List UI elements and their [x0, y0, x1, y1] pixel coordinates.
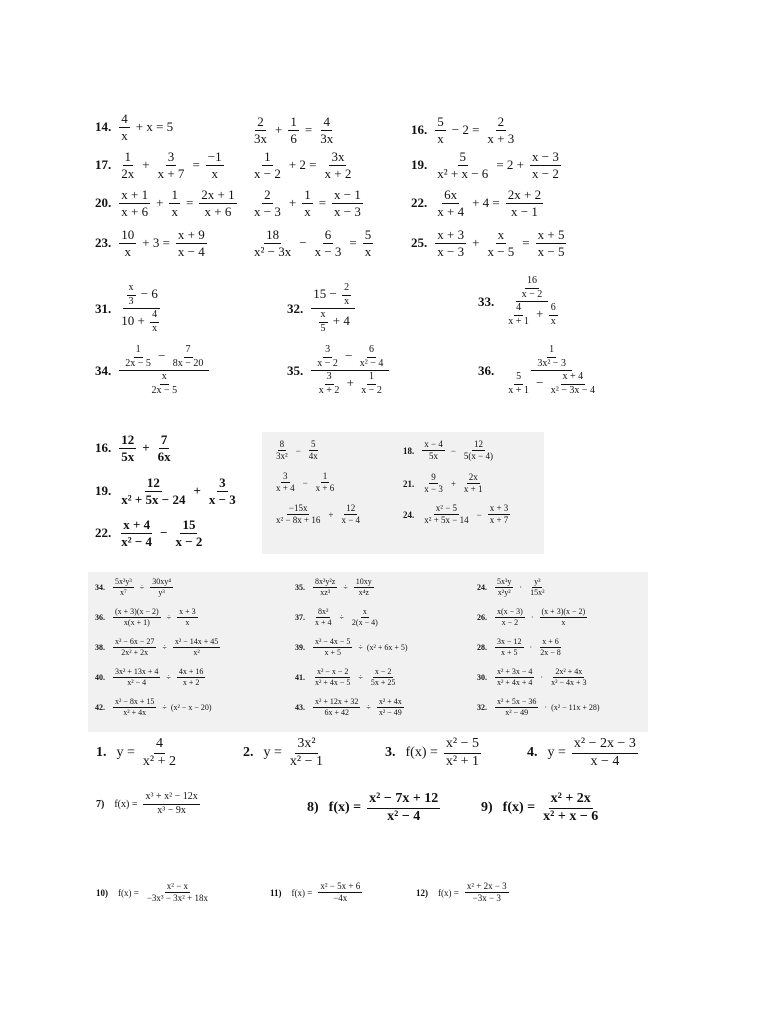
problem-16b: 16. $\frac{12}{5x}$ + $\frac{7}{6x}$ [95, 432, 171, 464]
problem-number: 12) [416, 887, 428, 898]
fraction: $\frac{3x - 12}{x + 5}$ [497, 637, 522, 658]
fraction: $\frac{\text{3x²}}{\text{x² − 1}}$ [289, 736, 323, 769]
problem-24: $\frac{18}{\text{x² − 3x}}$ − $\frac{6}{x - 3}$ = $\frac{5}{x}$ [254, 227, 372, 259]
problem-17b: $\frac{8}{\text{3x²}}$ − $\frac{5}{4x}$ [276, 439, 318, 462]
problem-number: 28. [477, 643, 487, 653]
problem-number: 35. [295, 583, 305, 593]
problem-17: 17. $\frac{1}{2x}$ + $\frac{3}{x + 7}$ = $\frac{-1}{x}$ [95, 149, 222, 181]
problem-number: 3. [385, 745, 396, 761]
function-12: 12) f(x) = $\frac{\text{x² + 2x − 3}}{-3x - 3}$ [416, 881, 507, 904]
problem-23b: $\frac{-15x}{\text{x² − 8x + 16}}$ + $\frac{12}{x - 4}$ [276, 503, 361, 526]
fraction: $\frac{\text{x² + 12x + 32}}{6x + 42}$ [315, 697, 359, 718]
problem-32: 32. $\frac{\text{x² + 5x − 36}}{\text{x² − 49}}$ · (x² − 11x + 28) [477, 697, 600, 718]
function-9: 9) f(x) = $\frac{\text{x² + 2x}}{\text{x² + x − 6}}$ [481, 791, 599, 824]
fraction: $\frac{4}{\text{x² + 2}}$ [142, 736, 176, 769]
fraction: $\frac{\text{x² − x}}{\text{−3x³ − 3x² + 18x}}$ [146, 881, 208, 904]
problem-number: 1. [96, 745, 107, 761]
problem-14: 14. $\frac{4}{x}$ + x = 5 [95, 111, 174, 143]
fraction: $\frac{\text{8x²y²z}}{\text{xz³}}$ [315, 577, 336, 598]
problem-32: 32. 15 − $\frac{2}{x}$ $\frac{x}{5}$ + 4 [287, 283, 357, 334]
function-4: 4. y = $\frac{\text{x² − 2x − 3}}{x - 4}$ [527, 736, 636, 769]
problem-number: 8) [307, 800, 319, 816]
problem-39: 39. $\frac{\text{x² − 4x − 5}}{x + 5}$ ÷ (x² + 6x + 5) [295, 637, 408, 658]
problem-21: $\frac{2}{x - 3}$ + $\frac{1}{x}$ = $\frac{x - 1}{x - 3}$ [254, 187, 361, 219]
fraction: $\frac{4x + 16}{x + 2}$ [178, 667, 204, 688]
problem-number: 39. [295, 643, 305, 653]
function-2: 2. y = $\frac{\text{3x²}}{\text{x² − 1}}$ [243, 736, 323, 769]
problem-34: 34. $\frac{\text{5x²y³}}{\text{x⁷}}$ ÷ $\frac{\text{30xy⁴}}{\text{y³}}$ [95, 577, 171, 598]
fraction: $\frac{\text{3x² + 13x + 4}}{\text{x² − 4}}$ [115, 667, 159, 688]
fraction: $\frac{\text{5x³y}}{\text{x²y²}}$ [497, 577, 512, 598]
problem-24: 24. $\frac{\text{5x³y}}{\text{x²y²}}$ · $\frac{\text{y³}}{\text{15x²}}$ [477, 577, 545, 598]
fraction: $\frac{x + 3}{x}$ [179, 607, 196, 628]
fraction: $\frac{\text{x² − x − 2}}{\text{x² + 4x − 5}}$ [315, 667, 351, 688]
problem-31: 31. $\frac{x}{3}$ − 6 10 + $\frac{4}{x}$ [95, 282, 158, 334]
fraction: $\frac{\text{x² + 3x − 4}}{\text{x² + 4x + 4}}$ [497, 667, 533, 688]
problem-22: 22. $\frac{6x}{x + 4}$ + 4 = $\frac{2x + 2}{x - 1}$ [411, 187, 542, 219]
problem-number: 43. [295, 703, 305, 713]
problem-18: $\frac{1}{x - 2}$ + 2 = $\frac{3x}{x + 2}$ [254, 149, 352, 181]
problem-21b: 21. $\frac{9}{x - 3}$ + $\frac{2x}{x + 1}$ [403, 472, 483, 495]
problem-number: 42. [95, 703, 105, 713]
problem-number: 34. [95, 583, 105, 593]
problem-number: 36. [95, 613, 105, 623]
fraction: $\frac{x + 6}{2x - 8}$ [540, 637, 561, 658]
fraction: $\frac{(x + 3)(x - 2)}{x(x + 1)}$ [115, 607, 159, 628]
fraction: $\frac{x(x - 3)}{x - 2}$ [497, 607, 523, 628]
problem-23: 23. $\frac{10}{x}$ + 3 = $\frac{x + 9}{x - 4}$ [95, 227, 205, 259]
function-8: 8) f(x) = $\frac{\text{x² − 7x + 12}}{\text{x² − 4}}$ [307, 791, 439, 824]
problem-41: 41. $\frac{\text{x² − x − 2}}{\text{x² + 4x − 5}}$ ÷ $\frac{x - 2}{5x + 25}$ [295, 667, 396, 688]
function-11: 11) f(x) = $\frac{\text{x² − 5x + 6}}{-4x}$ [270, 881, 361, 904]
fraction: $\frac{(x + 3)(x - 2)}{x}$ [541, 607, 586, 628]
problem-number: 7) [96, 798, 105, 810]
problem-36: 36. $\frac{1}{\text{3x² − 3}}$ $\frac{5}{x + 1}$ − $\frac{x + 4}{\text{x² − 3x − 4}}$ [478, 344, 596, 396]
problem-16: 16. $\frac{5}{x}$ − 2 = $\frac{2}{x + 3}$ [411, 114, 515, 146]
problem-number: 32. [477, 703, 487, 713]
problem-18b: 18. $\frac{x - 4}{5x}$ − $\frac{12}{5(x - 4)}$ [403, 439, 493, 462]
fraction: $\frac{\text{x³ + x² − 12x}}{\text{x³ − 9x}}$ [145, 791, 198, 816]
fraction: $\frac{10xy}{\text{x⁴z}}$ [355, 577, 372, 598]
fraction: $\frac{\text{x² − 7x + 12}}{\text{x² − 4}}$ [369, 791, 439, 824]
fraction: $\frac{\text{y³}}{\text{15x²}}$ [530, 577, 545, 598]
problem-37: 37. $\frac{\text{8x²}}{x + 4}$ ÷ $\frac{x}{2(x - 4)}$ [295, 607, 378, 628]
problem-38: 38. $\frac{\text{x² − 6x − 27}}{\text{2x² + 2x}}$ ÷ $\frac{\text{x² − 14x + 45}}{\text{x²}}$ [95, 637, 219, 658]
problem-number: 38. [95, 643, 105, 653]
problem-15: $\frac{2}{3x}$ + $\frac{1}{6}$ = $\frac{4}{3x}$ [254, 114, 334, 146]
function-3: 3. f(x) = $\frac{\text{x² − 5}}{\text{x² + 1}}$ [385, 736, 479, 769]
problem-43: 43. $\frac{\text{x² + 12x + 32}}{6x + 42}$ ÷ $\frac{\text{x² + 4x}}{\text{x² − 49}}$ [295, 697, 402, 718]
problem-number: 40. [95, 673, 105, 683]
problem-35: 35. $\frac{3}{x - 2}$ − $\frac{6}{\text{x² − 4}}$ $\frac{3}{x + 2}$ + $\frac{1}{x - 2}$ [287, 345, 391, 396]
problem-33: 33. $\frac{16}{x - 2}$ $\frac{4}{x + 1}$ + $\frac{6}{x}$ [478, 275, 556, 327]
problem-42: 42. $\frac{\text{x² − 8x + 15}}{\text{x² + 4x}}$ ÷ (x² − x − 20) [95, 697, 212, 718]
fraction: $\frac{4}{x}$ [121, 111, 128, 143]
problem-24b: 24. $\frac{\text{x² − 5}}{\text{x² + 5x − 14}}$ − $\frac{x + 3}{x + 7}$ [403, 503, 509, 526]
problem-19: 19. $\frac{5}{\text{x² + x − 6}}$ = 2 + $\frac{x - 3}{x - 2}$ [411, 149, 559, 181]
problem-28: 28. $\frac{3x - 12}{x + 5}$ · $\frac{x + 6}{2x - 8}$ [477, 637, 561, 658]
problem-22b: 22. $\frac{x + 4}{\text{x² − 4}}$ − $\frac{15}{x - 2}$ [95, 517, 203, 549]
problem-number: 10) [96, 887, 108, 898]
fraction: $\frac{\text{x² − 2x − 3}}{x - 4}$ [573, 736, 636, 769]
problem-number: 11) [270, 887, 282, 898]
problem-number: 30. [477, 673, 487, 683]
fraction: $\frac{\text{x² + 5x − 36}}{\text{x² − 49}}$ [497, 697, 537, 718]
problem-19b: 19. $\frac{12}{\text{x² + 5x − 24}}$ + $\frac{3}{x - 3}$ [95, 475, 236, 507]
fraction: $\frac{\text{x² − 14x + 45}}{\text{x²}}$ [174, 637, 219, 658]
problem-number: 26. [477, 613, 487, 623]
fraction: $\frac{\text{5x²y³}}{\text{x⁷}}$ [115, 577, 132, 598]
function-10: 10) f(x) = $\frac{\text{x² − x}}{\text{−3x³ − 3x² + 18x}}$ [96, 881, 208, 904]
problem-26: 26. $\frac{x(x - 3)}{x - 2}$ · $\frac{(x + 3)(x - 2)}{x}$ [477, 607, 586, 628]
fraction: $\frac{\text{8x²}}{x + 4}$ [315, 607, 332, 628]
fraction: $\frac{x - 2}{5x + 25}$ [370, 667, 396, 688]
fraction: $\frac{\text{x² − 4x − 5}}{x + 5}$ [315, 637, 351, 658]
function-1: 1. y = $\frac{4}{\text{x² + 2}}$ [96, 736, 176, 769]
fraction: $\frac{\text{30xy⁴}}{\text{y³}}$ [152, 577, 171, 598]
fraction: $\frac{\text{2x² + 4x}}{\text{x² − 4x + 3}}$ [551, 667, 587, 688]
fraction: $\frac{\text{x² − 5}}{\text{x² + 1}}$ [445, 736, 479, 769]
fraction: $\frac{\text{x² + 2x − 3}}{-3x - 3}$ [466, 881, 507, 904]
problem-30: 30. $\frac{\text{x² + 3x − 4}}{\text{x² + 4x + 4}}$ · $\frac{\text{2x² + 4x}}{\text{x² − 4x + 3}}$ [477, 667, 587, 688]
function-7: 7) f(x) = $\frac{\text{x³ + x² − 12x}}{\text{x³ − 9x}}$ [96, 791, 198, 816]
fraction: $\frac{x}{2(x - 4)}$ [351, 607, 378, 628]
fraction: $\frac{\text{x² + 2x}}{\text{x² + x − 6}}$ [543, 791, 599, 824]
fraction: $\frac{\text{x² + 4x}}{\text{x² − 49}}$ [378, 697, 402, 718]
problem-35: 35. $\frac{\text{8x²y²z}}{\text{xz³}}$ ÷ $\frac{10xy}{\text{x⁴z}}$ [295, 577, 372, 598]
problem-number: 9) [481, 800, 493, 816]
problem-36: 36. $\frac{(x + 3)(x - 2)}{x(x + 1)}$ ÷ $\frac{x + 3}{x}$ [95, 607, 196, 628]
problem-20: 20. $\frac{x + 1}{x + 6}$ + $\frac{1}{x}$ = $\frac{2x + 1}{x + 6}$ [95, 187, 235, 219]
problem-number: 24. [477, 583, 487, 593]
fraction: $\frac{\text{x² − 8x + 15}}{\text{x² + 4x}}$ [115, 697, 155, 718]
problem-34: 34. $\frac{1}{2x - 5}$ − $\frac{7}{8x - 20}$ $\frac{x}{2x - 5}$ [95, 345, 211, 396]
problem-20b: $\frac{3}{x + 4}$ − $\frac{1}{x + 6}$ [276, 471, 335, 494]
fraction: $\frac{\text{x² − 5x + 6}}{-4x}$ [320, 881, 361, 904]
problem-number: 4. [527, 745, 538, 761]
problem-number: 2. [243, 745, 254, 761]
problem-number: 37. [295, 613, 305, 623]
fraction: $\frac{\text{x² − 6x − 27}}{\text{2x² + 2x}}$ [115, 637, 155, 658]
problem-40: 40. $\frac{\text{3x² + 13x + 4}}{\text{x² − 4}}$ ÷ $\frac{4x + 16}{x + 2}$ [95, 667, 204, 688]
problem-25: 25. $\frac{x + 3}{x - 3}$ + $\frac{x}{x - 5}$ = $\frac{x + 5}{x - 5}$ [411, 227, 565, 259]
problem-number: 41. [295, 673, 305, 683]
problem-number: 14. [95, 119, 112, 135]
